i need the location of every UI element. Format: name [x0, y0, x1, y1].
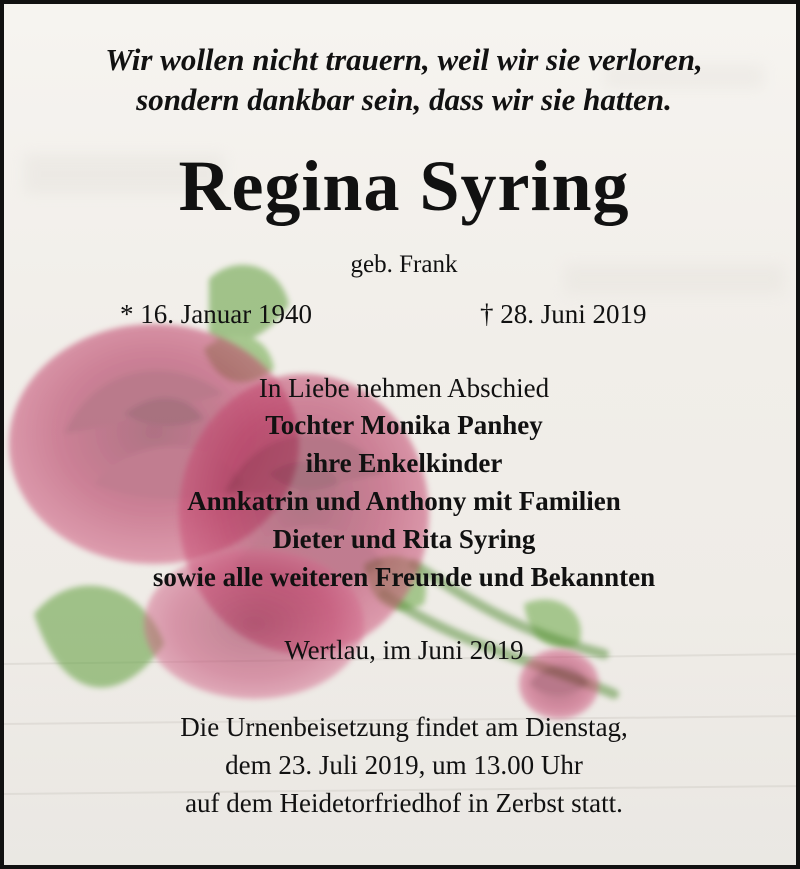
mourner-line: sowie alle weiteren Freunde und Bekannten	[152, 562, 656, 592]
place-and-date: Wertlau, im Juni 2019	[284, 635, 524, 665]
mourner-line: Tochter Monika Panhey	[265, 410, 543, 440]
funeral-info-line-1: Die Urnenbeisetzung findet am Dienstag,	[180, 712, 628, 742]
deceased-name: Regina Syring	[178, 146, 630, 226]
mourner-line: Dieter und Rita Syring	[272, 524, 536, 554]
notice-text	[4, 4, 800, 869]
death-date: † 28. Juni 2019	[480, 299, 647, 329]
maiden-name: geb. Frank	[350, 251, 458, 278]
motto-line-1: Wir wollen nicht trauern, weil wir sie verloren,	[105, 42, 703, 77]
funeral-info-line-2: dem 23. Juli 2019, um 13.00 Uhr	[225, 750, 583, 780]
mourner-line: ihre Enkelkinder	[305, 448, 503, 478]
motto-line-2: sondern dankbar sein, dass wir sie hatten.	[136, 82, 672, 117]
farewell-intro: In Liebe nehmen Abschied	[258, 373, 550, 403]
funeral-info-line-3: auf dem Heidetorfriedhof in Zerbst statt.	[185, 788, 623, 818]
birth-date: * 16. Januar 1940	[120, 299, 312, 329]
mourner-line: Annkatrin und Anthony mit Familien	[187, 486, 621, 516]
